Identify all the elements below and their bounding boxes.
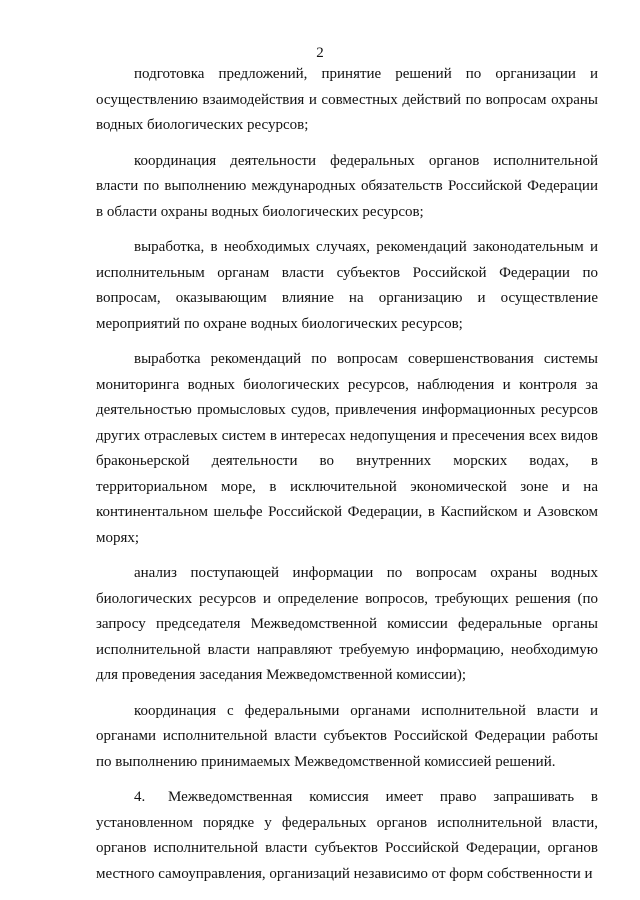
- item-text: Межведомственная комиссия имеет право запрашивать в установленном порядке у федеральных органов исполнительной власти, органов исполнительной власти субъектов Российской Федерации, органов местного самоуправления, организаций независимо от форм собственности и: [96, 789, 598, 882]
- item-number: 4.: [134, 789, 146, 805]
- paragraph-proposals: подготовка предложений, принятие решений по организации и осуществлению взаимодействия и совместных действий по вопросам охраны водных биологических ресурсов;: [96, 66, 598, 133]
- paragraph-monitoring-recommendations: выработка рекомендаций по вопросам совершенствования системы мониторинга водных биологических ресурсов, наблюдения и контроля за деятельностью промысловых судов, привлечения информационных ресурсов других отраслевых систем в интересах недопущения и пресечения всех видов браконьерской деятельности во внутренних морских водах, в территориальном море, в исключительной экономической зоне и на континентальном шельфе Российской Федерации, в Каспийском и Азовском морях;: [96, 351, 598, 546]
- paragraph-coordination-international: координация деятельности федеральных органов исполнительной власти по выполнению международных обязательств Российской Федерации в области охраны водных биологических ресурсов;: [96, 152, 598, 220]
- paragraph-coordination-decisions: координация с федеральными органами исполнительной власти и органами исполнительной власти субъектов Российской Федерации работы по выполнению принимаемых Межведомственной комиссией решений.: [96, 702, 598, 770]
- paragraph-information-analysis: анализ поступающей информации по вопросам охраны водных биологических ресурсов и определение вопросов, требующих решения (по запросу председателя Межведомственной комиссии федеральные органы исполнительной власти направляют требуемую информацию, необходимую для проведения заседания Межведомственной комиссии);: [96, 565, 598, 683]
- page-number: 2: [316, 45, 324, 61]
- document-body: [96, 62, 598, 897]
- paragraph-item-4: [96, 785, 598, 887]
- paragraph-recommendations-regions: выработка, в необходимых случаях, рекомендаций законодательным и исполнительным органам власти субъектов Российской Федерации по вопросам, оказывающим влияние на организацию и осуществление мероприятий по охране водных биологических ресурсов;: [96, 239, 598, 332]
